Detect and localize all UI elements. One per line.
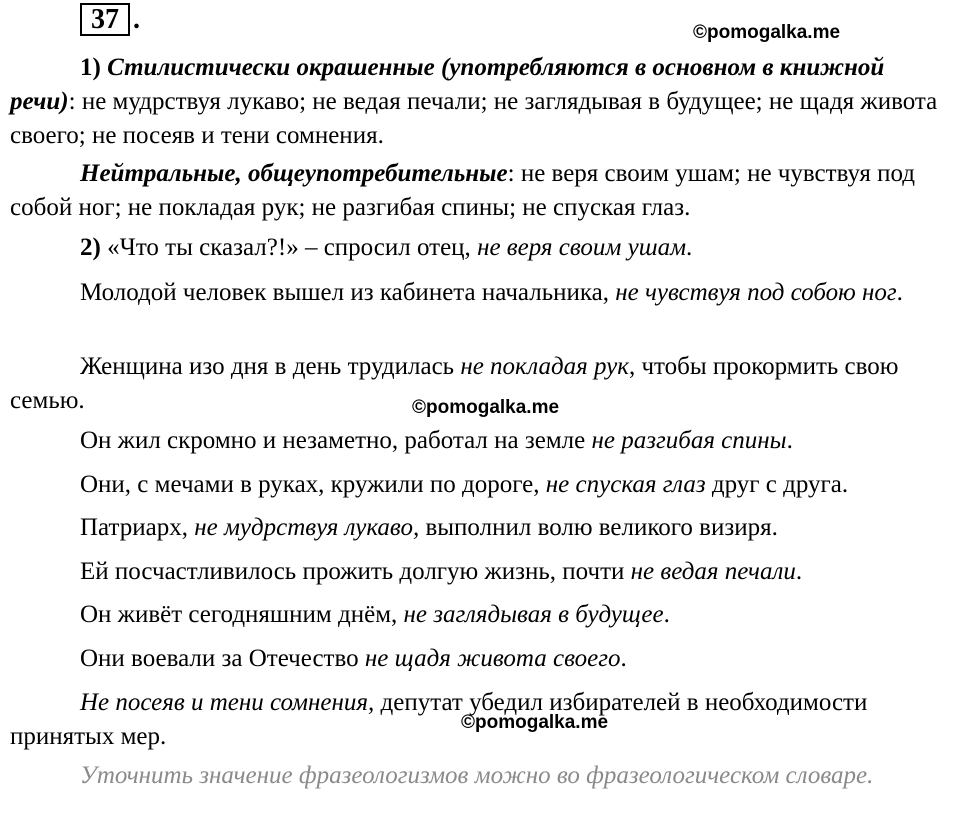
idiom-phrase: не веря своим ушам <box>477 234 687 261</box>
sentence-text: депутат убедил избирателей в необходимости принятых мер. <box>10 689 868 750</box>
sentence-end: . <box>786 427 793 454</box>
neutral-list: : не веря своим ушам; не чувствуя под собой ног; не покладая рук; не разгибая спины; не спуская глаз. <box>10 160 916 221</box>
idiom-phrase: не чувствуя под собою ног <box>615 279 897 306</box>
sentence-text: Они, с мечами в руках, кружили по дороге, <box>80 471 546 498</box>
item-marker-1: 1) <box>80 54 101 81</box>
paragraph-neutral <box>10 157 940 225</box>
exercise-number-dot: . <box>133 4 140 35</box>
example-sentence-7 <box>10 555 940 589</box>
watermark-bottom: ©pomogalka.me <box>461 712 609 733</box>
dictionary-note: Уточнить значение фразеологизмов можно во фразеологическом словаре. <box>80 762 874 789</box>
sentence-end: . <box>795 558 803 585</box>
sentence-end: . <box>663 601 670 628</box>
sentence-end: выполнил волю великого визиря. <box>419 514 778 541</box>
watermark-middle: ©pomogalka.me <box>412 397 560 418</box>
exercise-number: 37 <box>80 3 130 36</box>
sentence-end: . <box>896 279 903 306</box>
idiom-phrase: не разгибая спины <box>591 427 787 454</box>
sentence-text: Он живёт сегодняшним днём, <box>80 601 404 628</box>
item-marker-2: 2) <box>80 234 101 261</box>
sentence-end: друг с друга. <box>705 471 849 498</box>
idiom-phrase: не покладая рук <box>460 353 629 380</box>
sentence-text: Он жил скромно и незаметно, работал на земле <box>80 427 592 454</box>
sentence-text: Они воевали за Отечество <box>80 645 365 672</box>
sentence-end: . <box>686 234 693 261</box>
sentence-text: «Что ты сказал?!» – спросил отец, <box>100 234 478 261</box>
example-sentence-3 <box>10 350 940 418</box>
idiom-phrase: не щадя живота своего <box>364 645 621 672</box>
idiom-phrase: не мудрствуя лукаво, <box>194 514 420 541</box>
example-sentence-1 <box>10 231 940 265</box>
sentence-text: Женщина изо дня в день трудилась <box>80 353 461 380</box>
idiom-phrase: Не посеяв и тени сомнения, <box>80 689 375 716</box>
watermark-top: ©pomogalka.me <box>693 22 841 43</box>
idiom-phrase: не ведая печали <box>630 558 796 585</box>
idiom-phrase: не заглядывая в будущее <box>403 601 664 628</box>
idiom-phrase: не спуская глаз <box>545 471 706 498</box>
sentence-text: Молодой человек вышел из кабинета начальника, <box>80 279 616 306</box>
example-sentence-8 <box>10 598 940 632</box>
example-sentence-10 <box>10 686 940 754</box>
sentence-end: . <box>620 645 627 672</box>
example-sentence-2 <box>10 276 940 310</box>
example-sentence-9 <box>10 642 940 676</box>
neutral-heading: Нейтральные, общеупотребительные <box>80 160 508 187</box>
example-sentence-6 <box>10 511 940 545</box>
stylistic-heading: Стилистически окрашенные (употребляются в основном в книжной речи) <box>10 54 885 115</box>
example-sentence-5 <box>10 468 940 502</box>
example-sentence-4 <box>10 424 940 458</box>
sentence-text: Ей посчастливилось прожить долгую жизнь, почти <box>80 558 631 585</box>
paragraph-stylistic <box>10 51 940 153</box>
sentence-text: Патриарх, <box>80 514 195 541</box>
stylistic-list: : не мудрствуя лукаво; не ведая печали; не заглядывая в будущее; не щадя живота своего; не посеяв и тени сомнения. <box>10 88 938 149</box>
sentence-end: , чтобы прокормить свою семью. <box>10 353 899 414</box>
